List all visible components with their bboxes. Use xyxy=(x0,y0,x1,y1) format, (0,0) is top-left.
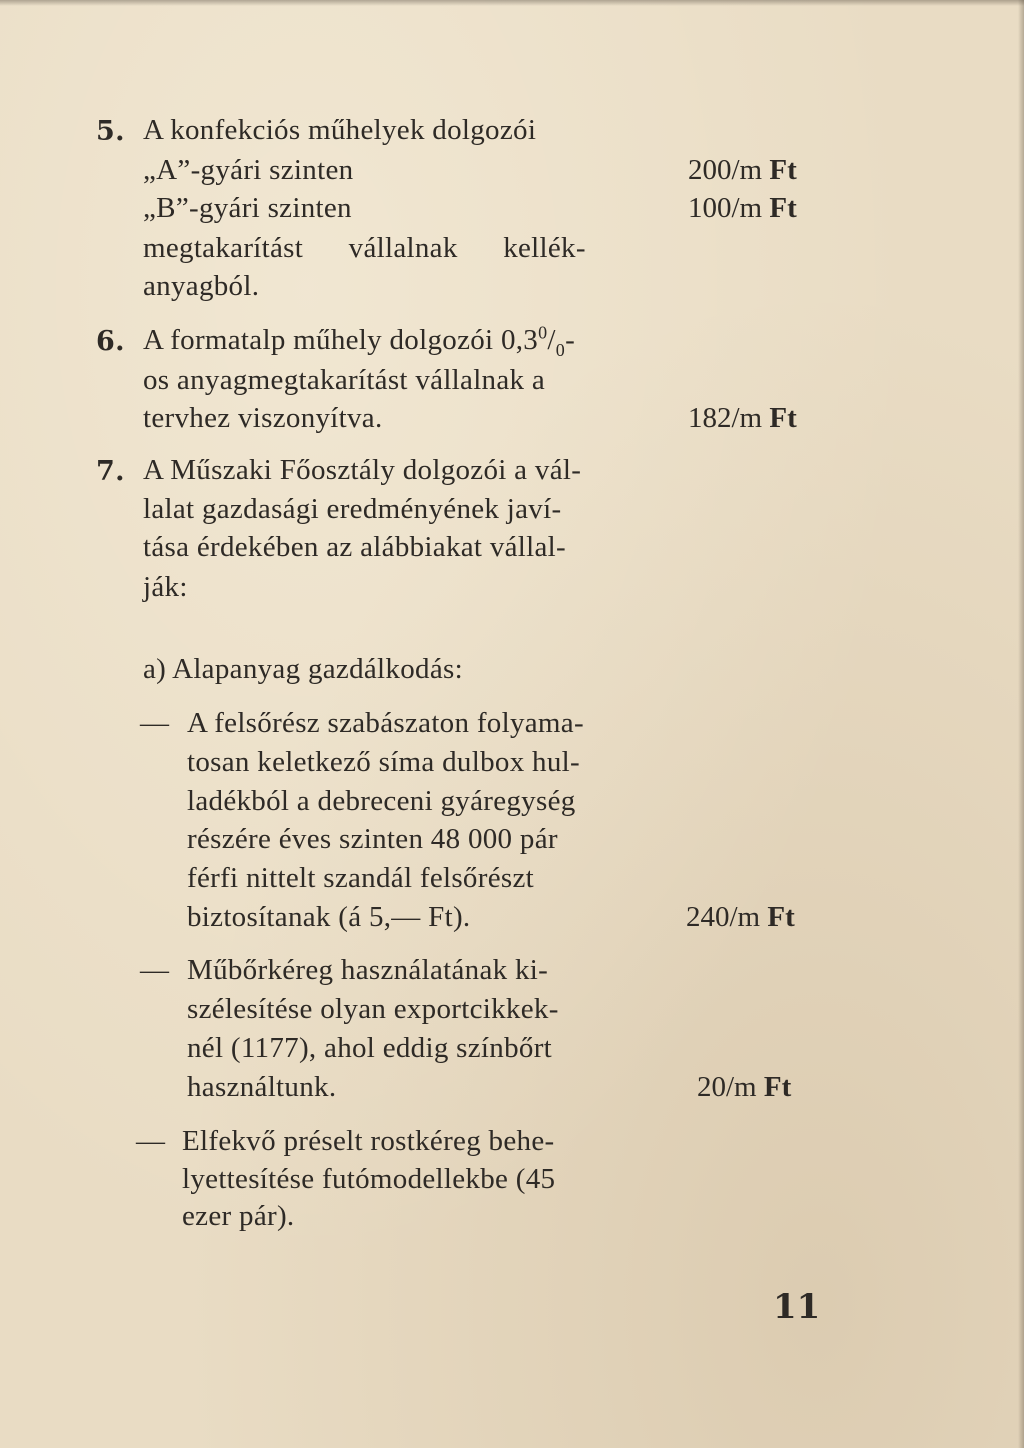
bullet-3-line-2: lyettesítése futómodellekbe (45 xyxy=(182,1163,556,1195)
item-5-line-1: A konfekciós műhelyek dolgozói xyxy=(143,114,537,146)
bullet-1-line-6: biztosítanak (á 5,— Ft). xyxy=(187,901,471,933)
item-5-amount-a-value: 200/m xyxy=(688,154,763,186)
item-5-line-4: megtakarítást vállalnak kellék- xyxy=(143,232,586,264)
bullet-3-line-3: ezer pár). xyxy=(182,1200,295,1232)
item-6-percent-sub: 0 xyxy=(555,339,566,360)
item-6-line-1-prefix: A formatalp műhely dolgozói 0,3 xyxy=(143,324,539,356)
item-6-amount-currency: Ft xyxy=(769,402,797,434)
item-5-amount-a xyxy=(688,156,797,185)
item-5-line-2: „A”-gyári szinten xyxy=(143,154,354,186)
bullet-2-amount xyxy=(697,1073,791,1102)
item-5-line-3: „B”-gyári szinten xyxy=(143,192,352,224)
item-5-amount-b xyxy=(688,194,797,223)
bullet-2-line-2: szélesítése olyan exportcikkek- xyxy=(187,993,559,1025)
bullet-1-amount-currency: Ft xyxy=(767,901,795,933)
item-7-number: 7. xyxy=(96,456,125,487)
item-6-amount-value: 182/m xyxy=(688,402,763,434)
bullet-2-line-4: használtunk. xyxy=(187,1071,337,1103)
item-5-line-5: anyagból. xyxy=(143,270,260,302)
item-5-number: 5. xyxy=(96,116,125,147)
bullet-1-line-4: részére éves szinten 48 000 pár xyxy=(187,823,558,855)
item-6-number: 6. xyxy=(96,326,125,357)
bullet-1-line-5: férfi nittelt szandál felsőrészt xyxy=(187,862,534,894)
bullet-2-amount-currency: Ft xyxy=(763,1071,792,1103)
item-6-amount xyxy=(688,404,797,433)
item-6-line-2: os anyagmegtakarítást vállalnak a xyxy=(143,364,546,396)
item-5-amount-a-currency: Ft xyxy=(769,154,797,186)
item-6-percent-slash: / xyxy=(547,324,556,356)
item-7-line-2: lalat gazdasági eredményének javí- xyxy=(143,493,562,525)
item-5-amount-b-currency: Ft xyxy=(769,192,797,224)
section-a-heading: a) Alapanyag gazdálkodás: xyxy=(143,653,463,685)
item-6-line-3: tervhez viszonyítva. xyxy=(143,402,383,434)
item-6-line-1 xyxy=(143,322,576,360)
item-5-amount-b-value: 100/m xyxy=(688,192,763,224)
bullet-3-line-1: Elfekvő préselt rostkéreg behe- xyxy=(182,1125,555,1157)
page-number: 11 xyxy=(773,1287,821,1327)
bullet-2-amount-value: 20/m xyxy=(697,1071,757,1103)
bullet-1-line-1: A felsőrész szabászaton folyama- xyxy=(187,707,584,739)
item-7-line-1: A Műszaki Főosztály dolgozói a vál- xyxy=(143,454,582,486)
page-right-edge xyxy=(1018,0,1024,1448)
bullet-2-line-3: nél (1177), ahol eddig színbőrt xyxy=(187,1032,553,1064)
page-top-edge xyxy=(0,0,1024,6)
bullet-1-dash: — xyxy=(140,707,169,739)
item-6-line-1-suffix: - xyxy=(565,324,576,356)
bullet-1-line-3: ladékból a debreceni gyáregység xyxy=(187,785,576,817)
bullet-1-amount-value: 240/m xyxy=(686,901,761,933)
bullet-2-dash: — xyxy=(140,954,169,986)
item-7-line-3: tása érdekében az alábbiakat vállal- xyxy=(143,531,567,563)
bullet-2-line-1: Műbőrkéreg használatának ki- xyxy=(187,954,549,986)
item-7-line-4: ják: xyxy=(143,571,188,603)
bullet-1-line-2: tosan keletkező síma dulbox hul- xyxy=(187,746,580,778)
bullet-3-dash: — xyxy=(136,1125,165,1157)
bullet-1-amount xyxy=(686,903,795,932)
item-6-percent-sup: 0 xyxy=(538,322,548,343)
